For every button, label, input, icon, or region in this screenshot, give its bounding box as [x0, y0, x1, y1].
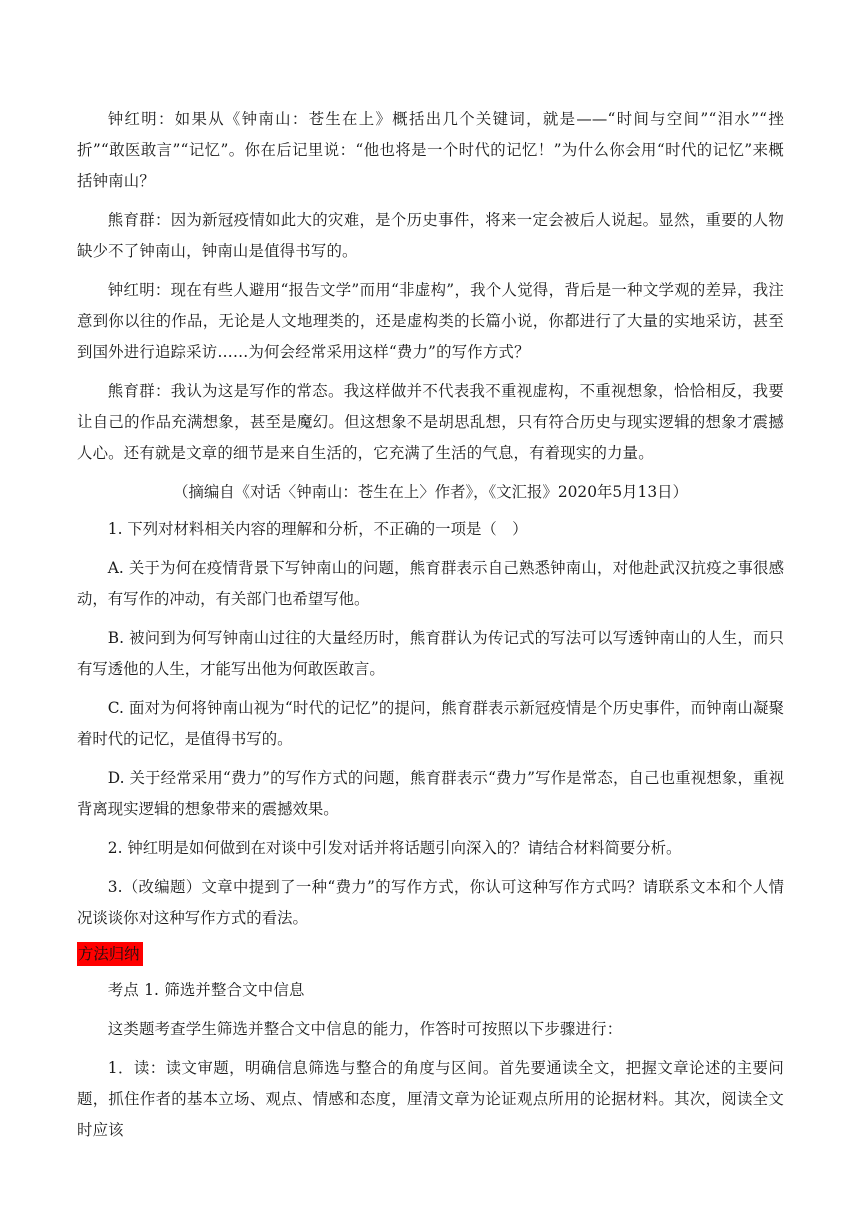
method-heading-row — [77, 942, 784, 975]
source-citation: （摘编自《对话〈钟南山：苍生在上〉作者》，《文汇报》2020年5月13日） — [173, 483, 688, 501]
question-1-option-a: A. 关于为何在疫情背景下写钟南山的问题，熊育群表示自己熟悉钟南山，对他赴武汉抗疫之事很感动，有写作的冲动，有关部门也希望写他。 — [77, 559, 784, 608]
question-2: 2. 钟红明是如何做到在对谈中引发对话并将话题引向深入的？请结合材料简要分析。 — [107, 839, 682, 857]
method-intro: 这类题考查学生筛选并整合文中信息的能力，作答时可按照以下步骤进行： — [107, 1020, 623, 1038]
interview-paragraph-1: 钟红明：如果从《钟南山：苍生在上》概括出几个关键词，就是——“时间与空间”“泪水”“挫折”“敢医敢言”“记忆”。你在后记里说：“他也将是一个时代的记忆！”为什么你会用“时代的记忆”来概括钟南山？ — [77, 110, 784, 190]
interview-paragraph-3: 钟红明：现在有些人避用“报告文学”而用“非虚构”，我个人觉得，背后是一种文学观的差异，我注意到你以往的作品，无论是人文地理类的，还是虚构类的长篇小说，你都进行了大量的实地采访，甚至到国外进行追踪采访……为何会经常采用这样“费力”的写作方式？ — [77, 281, 784, 361]
interview-paragraph-2: 熊育群：因为新冠疫情如此大的灾难，是个历史事件，将来一定会被后人说起。显然，重要的人物缺少不了钟南山，钟南山是值得书写的。 — [77, 211, 784, 260]
question-1-option-c: C. 面对为何将钟南山视为“时代的记忆”的提问，熊育群表示新冠疫情是个历史事件，而钟南山凝聚着时代的记忆，是值得书写的。 — [77, 699, 784, 748]
method-point-title: 考点 1. 筛选并整合文中信息 — [107, 981, 305, 999]
question-1-option-d: D. 关于经常采用“费力”的写作方式的问题，熊育群表示“费力”写作是常态，自己也重视想象，重视背离现实逻辑的想象带来的震撼效果。 — [77, 769, 784, 818]
question-1-option-b: B. 被问到为何写钟南山过往的大量经历时，熊育群认为传记式的写法可以写透钟南山的人生，而只有写透他的人生，才能写出他为何敢医敢言。 — [77, 629, 784, 678]
method-step-1: 1．读：读文审题，明确信息筛选与整合的角度与区间。首先要通读全文，把握文章论述的主要问题，抓住作者的基本立场、观点、情感和态度，厘清文章为论证观点所用的论据材料。其次，阅读全文时应该 — [77, 1059, 784, 1139]
method-heading: 方法归纳 — [77, 942, 143, 966]
question-1-stem: 1. 下列对材料相关内容的理解和分析，不正确的一项是（ ） — [107, 520, 528, 538]
interview-paragraph-4: 熊育群：我认为这是写作的常态。我这样做并不代表我不重视虚构，不重视想象，恰恰相反，我要让自己的作品充满想象，甚至是魔幻。但这想象不是胡思乱想，只有符合历史与现实逻辑的想象才震撼人心。还有就是文章的细节是来自生活的，它充满了生活的气息，有着现实的力量。 — [77, 382, 784, 462]
document-body — [77, 104, 784, 1154]
question-3: 3.（改编题）文章中提到了一种“费力”的写作方式，你认可这种写作方式吗？请联系文本和个人情况谈谈你对这种写作方式的看法。 — [77, 878, 784, 927]
